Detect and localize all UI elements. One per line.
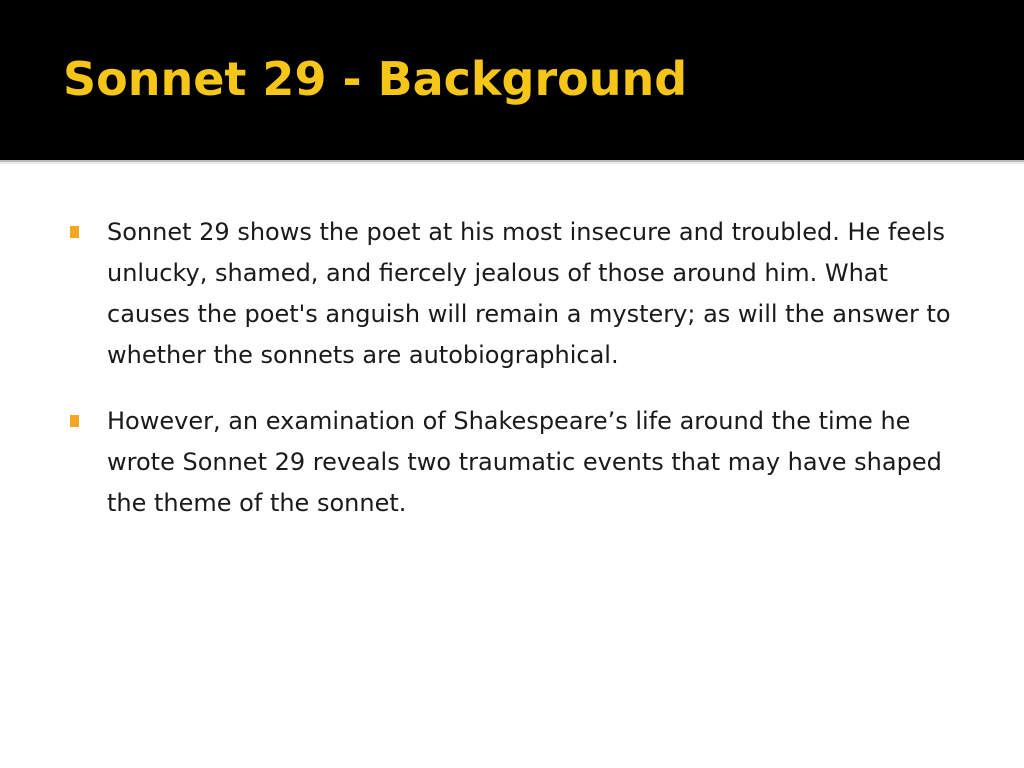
bullet-text: However, an examination of Shakespeare’s life around the time he wrote Sonnet 29 reveals two traumatic events that may have shaped the theme of the sonnet.: [107, 407, 942, 517]
title-bar: [0, 0, 1024, 160]
slide-title: Sonnet 29 - Background: [63, 52, 688, 106]
square-bullet-icon: [70, 415, 79, 427]
square-bullet-icon: [70, 226, 79, 238]
bullet-item: [70, 212, 970, 376]
bullet-text: Sonnet 29 shows the poet at his most insecure and troubled. He feels unlucky, shamed, and fiercely jealous of those around him. What causes the poet's anguish will remain a mystery; as will the answer to whether the sonnets are autobiographical.: [107, 218, 951, 369]
bullet-item: [70, 401, 970, 524]
bullet-list: [70, 212, 970, 549]
title-divider: [0, 160, 1024, 164]
